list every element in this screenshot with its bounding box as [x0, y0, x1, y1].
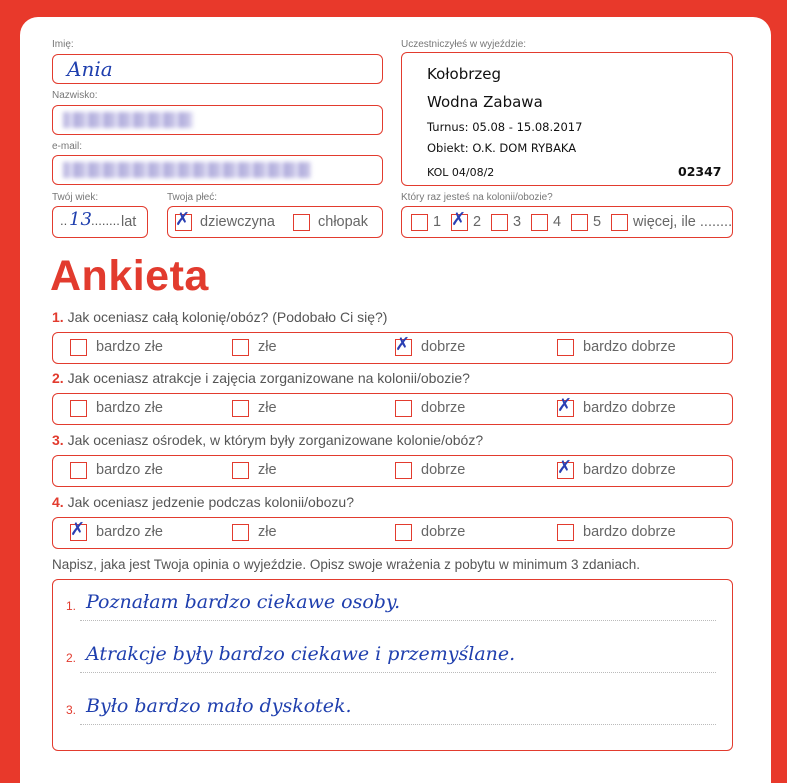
- rating-option-label: dobrze: [421, 339, 466, 355]
- question-text: Jak oceniasz ośrodek, w którym były zorganizowane kolonie/obóz?: [67, 432, 484, 448]
- question-2: [52, 370, 470, 386]
- age-dots-before: ..: [60, 213, 68, 228]
- email-field[interactable]: [52, 155, 383, 185]
- rating-checkbox-3-4[interactable]: [557, 457, 574, 479]
- email-label: e-mail:: [52, 141, 83, 152]
- rating-option-label: bardzo dobrze: [583, 462, 676, 478]
- gender-label: Twoja płeć:: [167, 192, 218, 203]
- checkbox-times-1[interactable]: [411, 214, 428, 231]
- check-mark-icon: ✗: [557, 457, 573, 478]
- checkbox-times-3[interactable]: [491, 214, 508, 231]
- rating-option-label: złe: [258, 524, 277, 540]
- rating-option-label: bardzo złe: [96, 339, 163, 355]
- rating-option-label: złe: [258, 462, 277, 478]
- check-mark-icon: ✗: [451, 209, 467, 230]
- opinion-number-3: 3.: [66, 703, 77, 717]
- rating-checkbox-4-3[interactable]: [395, 524, 412, 541]
- opinion-text-1: Poznałam bardzo ciekawe osoby.: [86, 591, 401, 613]
- name-value: Ania: [67, 57, 113, 81]
- rating-option-label: dobrze: [421, 524, 466, 540]
- question-number: 4.: [52, 494, 64, 510]
- opinion-line: [80, 672, 716, 673]
- question-text: Jak oceniasz całą kolonię/obóz? (Podobało Ci się?): [67, 309, 388, 325]
- rating-checkbox-3-2[interactable]: [232, 462, 249, 479]
- surname-field[interactable]: [52, 105, 383, 135]
- rating-option-label: bardzo złe: [96, 462, 163, 478]
- trip-number: 02347: [678, 164, 722, 179]
- rating-checkbox-1-2[interactable]: [232, 339, 249, 356]
- rating-checkbox-2-1[interactable]: [70, 400, 87, 417]
- rating-checkbox-4-4[interactable]: [557, 524, 574, 541]
- gender-option-dziewczyna: dziewczyna: [200, 214, 275, 230]
- opinion-text-3: Było bardzo mało dyskotek.: [86, 695, 352, 717]
- times-option-5: 5: [593, 214, 602, 230]
- rating-checkbox-2-2[interactable]: [232, 400, 249, 417]
- checkbox-times-4[interactable]: [531, 214, 548, 231]
- times-option-1: 1: [433, 214, 442, 230]
- rating-option-label: złe: [258, 339, 277, 355]
- check-mark-icon: ✗: [175, 209, 191, 230]
- times-option-4: 4: [553, 214, 562, 230]
- times-option-3: 3: [513, 214, 522, 230]
- checkbox-times-5[interactable]: [571, 214, 588, 231]
- question-4: [52, 494, 354, 510]
- question-1: [52, 309, 387, 325]
- times-group: [401, 206, 733, 238]
- times-option-2: 2: [473, 214, 482, 230]
- name-field[interactable]: [52, 54, 383, 84]
- checkbox-times-more[interactable]: [611, 214, 628, 231]
- opinion-number-2: 2.: [66, 651, 77, 665]
- rating-checkbox-3-3[interactable]: [395, 462, 412, 479]
- question-3: [52, 432, 483, 448]
- rating-option-label: bardzo dobrze: [583, 400, 676, 416]
- age-label: Twój wiek:: [52, 192, 99, 203]
- rating-option-label: bardzo dobrze: [583, 524, 676, 540]
- trip-program: Wodna Zabawa: [427, 93, 543, 111]
- age-field[interactable]: [52, 206, 148, 238]
- trip-code: KOL 04/08/2: [427, 166, 495, 179]
- question-text: Jak oceniasz jedzenie podczas kolonii/obozu?: [67, 494, 354, 510]
- opinion-prompt: Napisz, jaka jest Twoja opinia o wyjeździe. Opisz swoje wrażenia z pobytu w minimum 3 zdaniach.: [52, 557, 641, 572]
- checkbox-chlopak[interactable]: [293, 214, 310, 231]
- rating-option-label: bardzo złe: [96, 524, 163, 540]
- opinion-number-1: 1.: [66, 599, 77, 613]
- question-number: 1.: [52, 309, 64, 325]
- rating-checkbox-2-4[interactable]: [557, 395, 574, 417]
- name-label: Imię:: [52, 39, 74, 50]
- checkbox-times-2[interactable]: [451, 209, 468, 231]
- rating-option-label: bardzo dobrze: [583, 339, 676, 355]
- opinion-text-2: Atrakcje były bardzo ciekawe i przemyślane.: [86, 643, 516, 665]
- rating-checkbox-2-3[interactable]: [395, 400, 412, 417]
- survey-title: Ankieta: [50, 252, 209, 300]
- age-dots-after: ........: [91, 213, 120, 228]
- trip-card: [401, 52, 733, 186]
- times-option-more: więcej, ile ........: [633, 214, 733, 230]
- trip-city: Kołobrzeg: [427, 65, 502, 83]
- checkbox-dziewczyna[interactable]: [175, 209, 192, 231]
- trip-obiekt: Obiekt: O.K. DOM RYBAKA: [427, 141, 577, 155]
- rating-checkbox-1-3[interactable]: [395, 334, 412, 356]
- check-mark-icon: ✗: [557, 395, 573, 416]
- question-number: 2.: [52, 370, 64, 386]
- gender-group: [167, 206, 383, 238]
- trip-turnus: Turnus: 05.08 - 15.08.2017: [427, 120, 583, 134]
- email-redacted: [63, 162, 311, 178]
- check-mark-icon: ✗: [70, 519, 86, 540]
- times-label: Który raz jesteś na kolonii/obozie?: [401, 192, 553, 203]
- rating-checkbox-4-2[interactable]: [232, 524, 249, 541]
- rating-option-label: złe: [258, 400, 277, 416]
- age-unit: lat: [121, 214, 137, 230]
- rating-option-label: dobrze: [421, 462, 466, 478]
- question-number: 3.: [52, 432, 64, 448]
- question-text: Jak oceniasz atrakcje i zajęcia zorganizowane na kolonii/obozie?: [67, 370, 470, 386]
- opinion-line: [80, 620, 716, 621]
- rating-checkbox-3-1[interactable]: [70, 462, 87, 479]
- rating-checkbox-1-4[interactable]: [557, 339, 574, 356]
- surname-redacted: [63, 112, 193, 128]
- age-value: 13: [69, 209, 92, 230]
- rating-option-label: bardzo złe: [96, 400, 163, 416]
- trip-label: Uczestniczyłeś w wyjeździe:: [401, 39, 527, 50]
- rating-checkbox-4-1[interactable]: [70, 519, 87, 541]
- rating-option-label: dobrze: [421, 400, 466, 416]
- opinion-line: [80, 724, 716, 725]
- check-mark-icon: ✗: [395, 334, 411, 355]
- surname-label: Nazwisko:: [52, 90, 98, 101]
- rating-checkbox-1-1[interactable]: [70, 339, 87, 356]
- gender-option-chlopak: chłopak: [318, 214, 368, 230]
